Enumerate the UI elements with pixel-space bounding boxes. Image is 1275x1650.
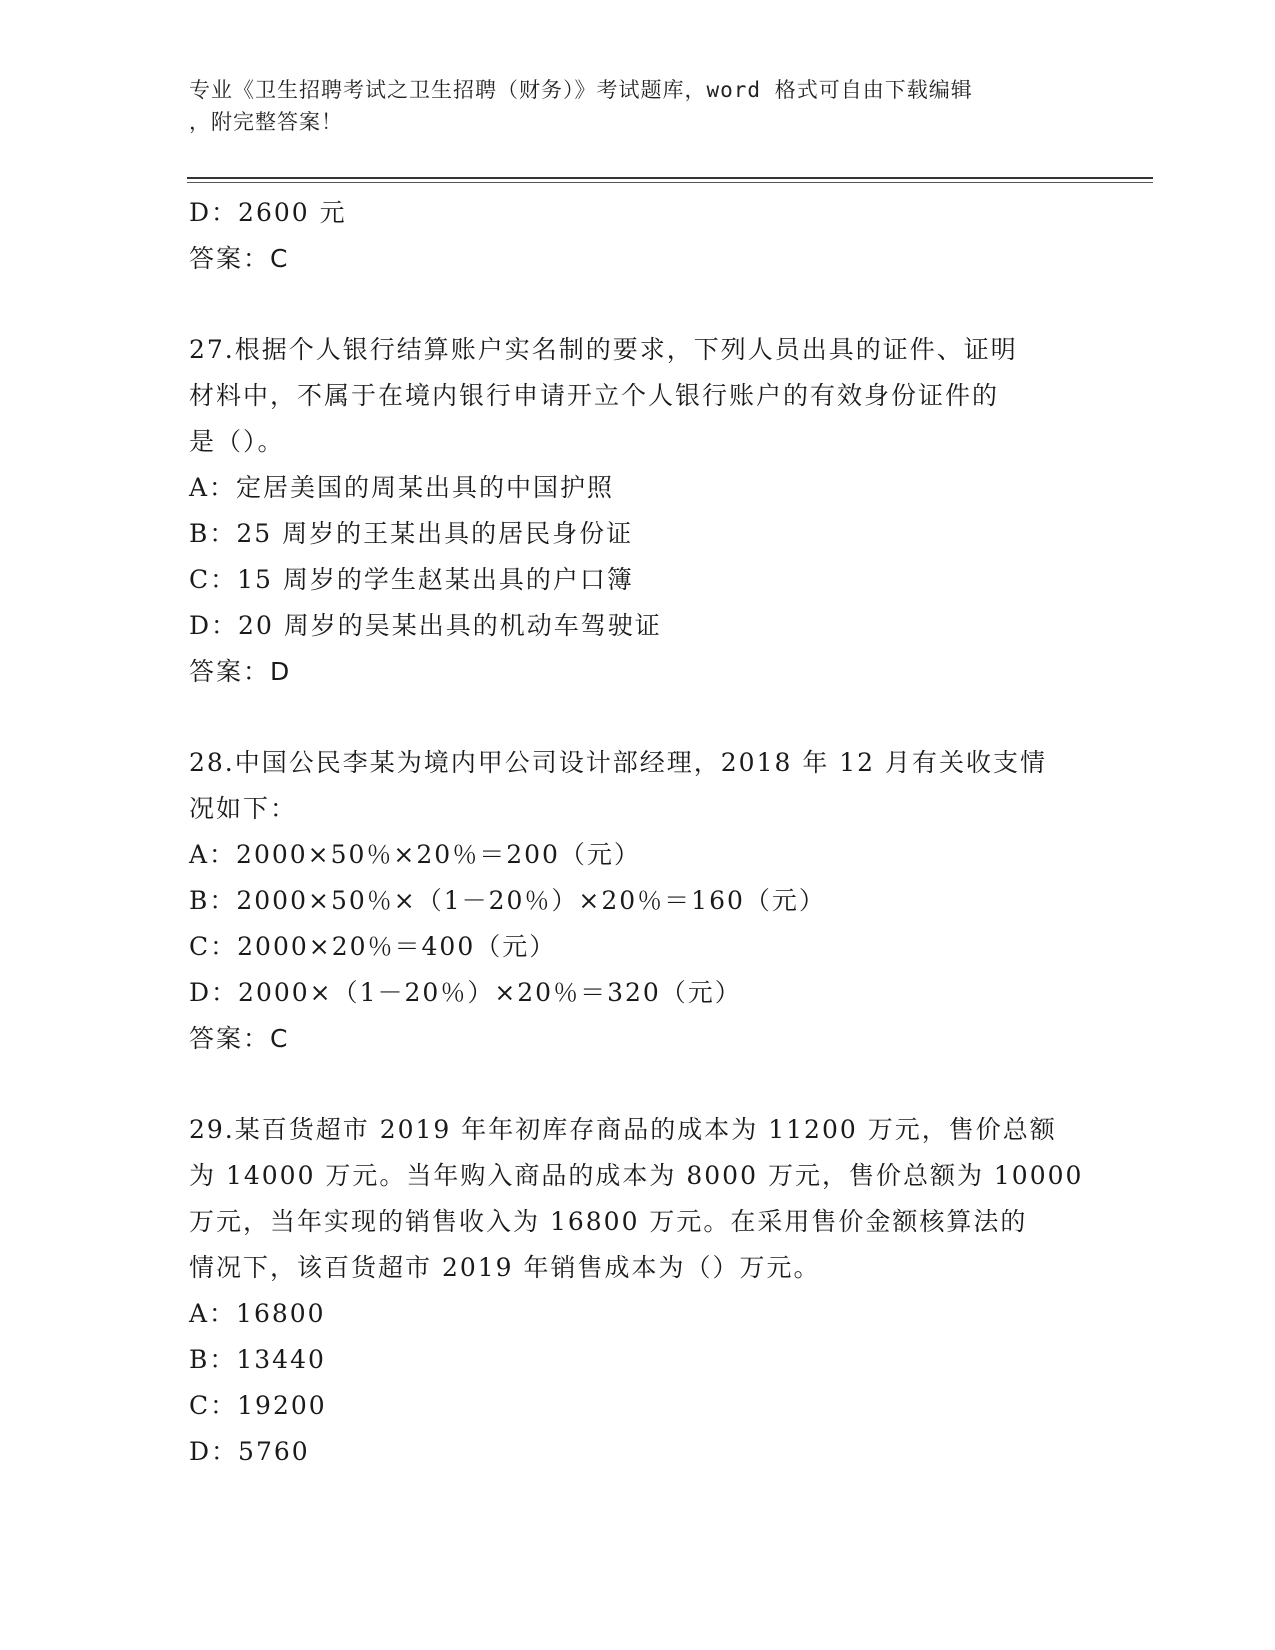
option-d: D：5760 <box>189 1437 310 1466</box>
answer-line: 答案：C <box>189 1024 290 1053</box>
question-stem-line: 万元，当年实现的销售收入为 16800 万元。在采用售价金额核算法的 <box>189 1207 1028 1236</box>
option-a: A：2000×50％×20％＝200（元） <box>189 840 641 869</box>
option-b: B：2000×50％×（1－20％）×20％＝160（元） <box>189 886 826 915</box>
question-spacer <box>189 1062 1089 1107</box>
page-header <box>189 74 1079 138</box>
answer-line: 答案：D <box>189 657 292 686</box>
header-divider-thin <box>187 182 1153 183</box>
option-d: D：2000×（1－20％）×20％＝320（元） <box>189 978 742 1007</box>
question-stem-line: 情况下，该百货超市 2019 年销售成本为（）万元。 <box>189 1253 821 1282</box>
option-a: A：16800 <box>189 1299 326 1328</box>
question-stem-line: 28.中国公民李某为境内甲公司设计部经理，2018 年 12 月有关收支情 <box>189 748 1048 777</box>
option-c: C：15 周岁的学生赵某出具的户口簿 <box>189 565 634 594</box>
question-stem-line: 况如下： <box>189 794 298 823</box>
header-title-line-1: 专业《卫生招聘考试之卫生招聘（财务）》考试题库，word 格式可自由下载编辑 <box>189 78 973 102</box>
question-stem-line: 材料中，不属于在境内银行申请开立个人银行账户的有效身份证件的 <box>189 381 1000 410</box>
question-29 <box>189 1107 1089 1475</box>
option-d: D：20 周岁的吴某出具的机动车驾驶证 <box>189 611 662 640</box>
question-spacer <box>189 282 1089 327</box>
question-27 <box>189 327 1089 695</box>
option-c: C：19200 <box>189 1391 327 1420</box>
option-a: A：定居美国的周某出具的中国护照 <box>189 473 615 502</box>
question-28 <box>189 740 1089 1062</box>
question-26 <box>189 190 1089 282</box>
question-spacer <box>189 695 1089 740</box>
question-stem-line: 27.根据个人银行结算账户实名制的要求，下列人员出具的证件、证明 <box>189 335 1018 364</box>
question-stem-line: 为 14000 万元。当年购入商品的成本为 8000 万元，售价总额为 10000 <box>189 1161 1084 1190</box>
header-title-line-2: ，附完整答案！ <box>189 110 343 134</box>
answer-line: 答案：C <box>189 244 290 273</box>
option-b: B：25 周岁的王某出具的居民身份证 <box>189 519 634 548</box>
option-c: C：2000×20％＝400（元） <box>189 932 557 961</box>
question-content <box>189 190 1089 1475</box>
question-stem-line: 29.某百货超市 2019 年年初库存商品的成本为 11200 万元，售价总额 <box>189 1115 1057 1144</box>
question-stem-line: 是（）。 <box>189 427 285 456</box>
option-b: B：13440 <box>189 1345 326 1374</box>
header-divider-thick <box>187 177 1153 179</box>
option-d: D：2600 元 <box>189 198 347 227</box>
